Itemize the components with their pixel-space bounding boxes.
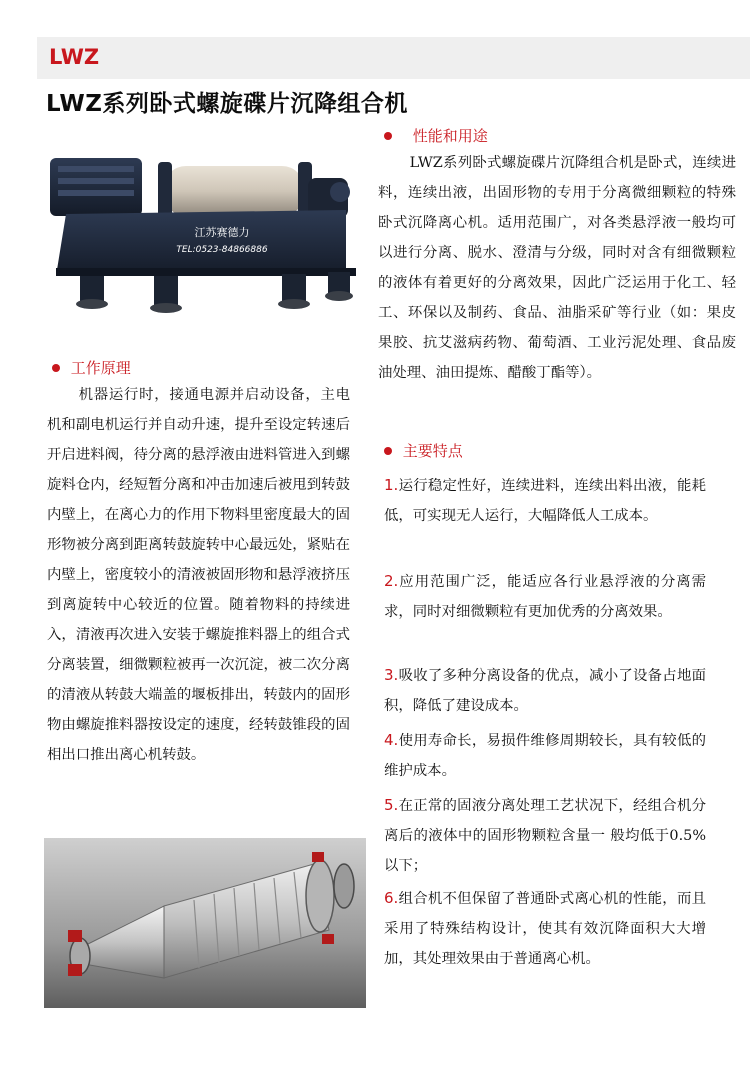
machine-photo <box>46 148 366 318</box>
performance-text: LWZ系列卧式螺旋碟片沉降组合机是卧式，连续进料，连续出液，出固形物的专用于分离微细颗粒的特殊卧式沉降离心机。适用范围广，对各类悬浮液一般均可以进行分离、脱水、澄清与分级，同时对含有细微颗粒的液体有着更好的分离效果，因此广泛运用于化工、轻工、环保以及制药、食品、油脂采矿等行业（如：果皮果胶、抗艾滋病药物、葡萄酒、工业污泥处理、食品废油处理、油田提炼、醋酸丁酯等）。 <box>378 155 736 381</box>
feature-item: 3.吸收了多种分离设备的优点，减小了设备占地面积，降低了建设成本。 <box>384 666 706 714</box>
bullet-dot-icon <box>384 447 392 455</box>
bullet-dot-icon <box>384 132 392 140</box>
features-heading: 主要特点 <box>384 440 463 461</box>
feature-item: 6.组合机不但保留了普通卧式离心机的性能，而且采用了特殊结构设计，使其有效沉降面积大大增加，其处理效果由于普通离心机。 <box>384 889 706 967</box>
header-code: LWZ <box>49 45 100 69</box>
principle-heading: 工作原理 <box>52 357 131 378</box>
machine-brand-text: 江苏赛德力 <box>194 226 250 239</box>
feature-item: 5.在正常的固液分离处理工艺状况下，经组合机分离后的液体中的固形物颗粒含量一 般均低于0.5%以下； <box>384 796 706 874</box>
bullet-dot-icon <box>52 364 60 372</box>
rotor-render-image <box>44 838 366 1008</box>
performance-heading: 性能和用途 <box>384 125 488 146</box>
page-title: LWZ系列卧式螺旋碟片沉降组合机 <box>46 91 408 117</box>
machine-tel-text: TEL:0523-84866886 <box>176 245 268 255</box>
feature-item: 2.应用范围广泛，能适应各行业悬浮液的分离需求，同时对细微颗粒有更加优秀的分离效果。 <box>384 572 706 620</box>
principle-text: 机器运行时，接通电源并启动设备，主电机和副电机运行并自动升速，提升至设定转速后开启进料阀，待分离的悬浮液由进料管进入到螺旋料仓内，经短暂分离和冲击加速后被甩到转鼓内壁上，在离心力的作用下物料里密度最大的固形物被分离到距离转鼓旋转中心最远处，紧贴在内壁上，密度较小的清液被固形物和悬浮液挤压到离旋转中心较近的位置。随着物料的持续进入，清液再次进入安装于螺旋推料器上的组合式分离装置，细微颗粒被再一次沉淀，被二次分离的清液从转鼓大端盖的堰板排出，转鼓内的固形物由螺旋推料器按设定的速度，经转鼓锥段的固相出口推出离心机转鼓。 <box>47 387 350 763</box>
header-bar <box>37 37 750 79</box>
feature-item: 4.使用寿命长，易损件维修周期较长，具有较低的维护成本。 <box>384 731 706 779</box>
feature-item: 1.运行稳定性好，连续进料，连续出料出液，能耗低，可实现无人运行，大幅降低人工成本。 <box>384 476 706 524</box>
